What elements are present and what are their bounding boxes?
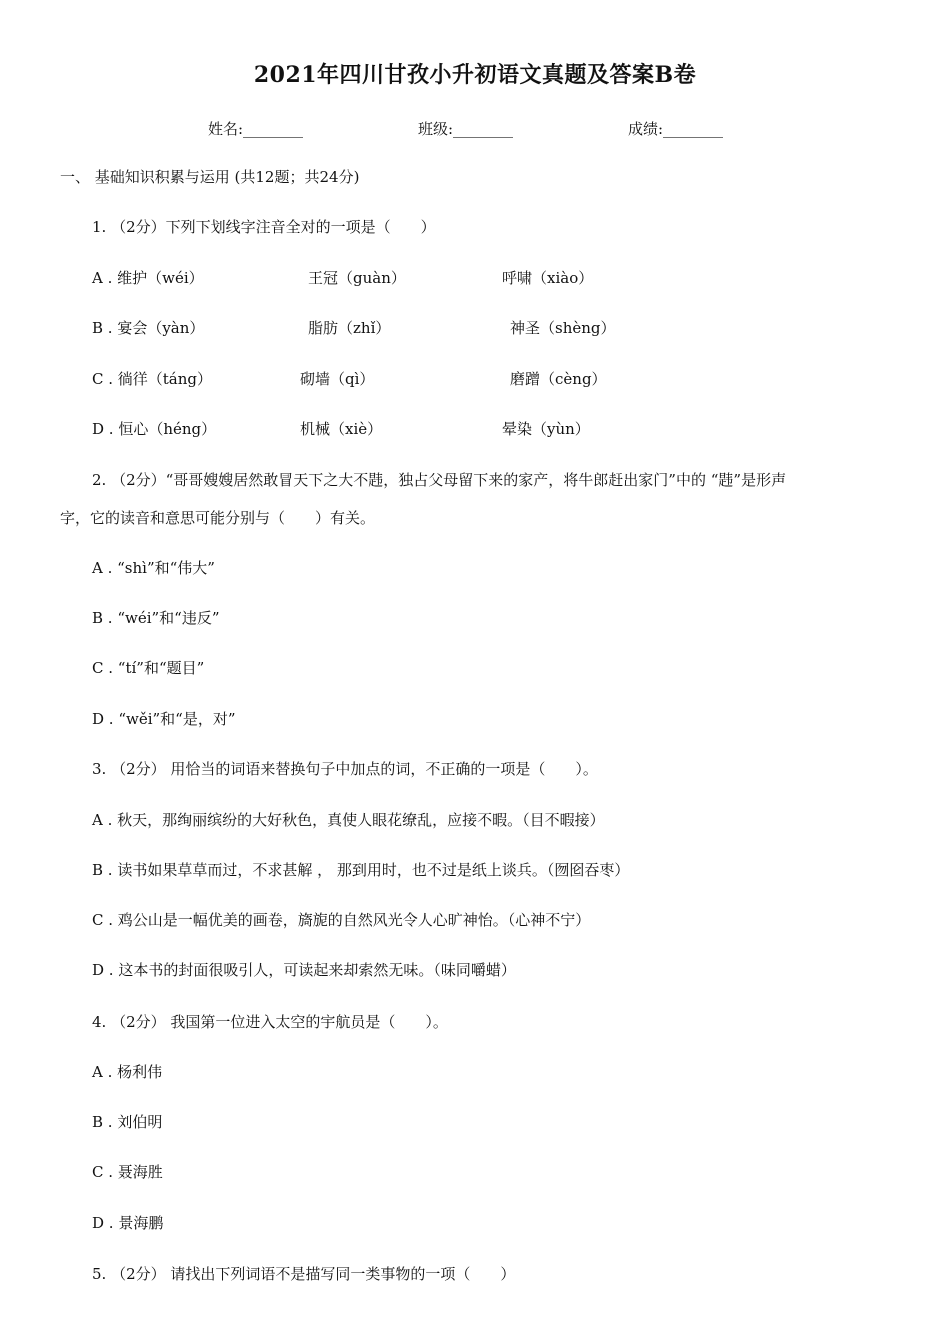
q1-option-d-2: 机械（xiè） — [300, 420, 383, 438]
q2-option-d: D . “wěi”和“是，对” — [92, 710, 236, 728]
q4-option-d: D . 景海鹏 — [92, 1214, 164, 1232]
question-5-stem: 5. （2分） 请找出下列词语不是描写同一类事物的一项（ ） — [92, 1265, 516, 1283]
q1-option-a-3: 呼啸（xiào） — [502, 269, 594, 287]
q3-option-b: B . 读书如果草草而过，不求甚解 ， 那到用时，也不过是纸上谈兵。（囫囵吞枣） — [92, 861, 630, 879]
q3-option-d: D . 这本书的封面很吸引人，可读起来却索然无味。（味同嚼蜡） — [92, 961, 516, 979]
q1-option-d-1: D . 恒心（héng） — [92, 420, 217, 438]
question-2-stem-line2: 字，它的读音和意思可能分别与（ ）有关。 — [60, 509, 376, 527]
question-1-stem: 1. （2分）下列下划线字注音全对的一项是（ ） — [92, 218, 436, 236]
q1-option-b-3: 神圣（shèng） — [510, 319, 616, 337]
q2-option-c: C . “tí”和“题目” — [92, 659, 205, 677]
question-4-stem: 4. （2分） 我国第一位进入太空的宇航员是（ ）。 — [92, 1013, 448, 1031]
q1-option-a-1: A . 维护（wéi） — [92, 269, 204, 287]
section-heading: 一、 基础知识积累与运用 (共12题；共24分) — [60, 168, 360, 186]
q1-option-c-3: 磨蹭（cèng） — [510, 370, 607, 388]
q1-option-b-1: B . 宴会（yàn） — [92, 319, 205, 337]
score-field: 成绩:________ — [628, 120, 724, 138]
q2-option-b: B . “wéi”和“违反” — [92, 609, 220, 627]
q4-option-c: C . 聂海胜 — [92, 1163, 163, 1181]
class-field: 班级:________ — [418, 120, 514, 138]
q4-option-a: A . 杨利伟 — [92, 1063, 163, 1081]
q2-option-a: A . “shì”和“伟大” — [92, 559, 215, 577]
q1-option-a-2: 王冠（guàn） — [308, 269, 406, 287]
q3-option-c: C . 鸡公山是一幅优美的画卷，旖旎的自然风光令人心旷神怡。（心神不宁） — [92, 911, 591, 929]
student-info-row — [0, 118, 950, 140]
name-field: 姓名:________ — [208, 120, 304, 138]
q1-option-b-2: 脂肪（zhǐ） — [308, 319, 391, 337]
q1-option-d-3: 晕染（yùn） — [502, 420, 590, 438]
question-3-stem: 3. （2分） 用恰当的词语来替换句子中加点的词，不正确的一项是（ ）。 — [92, 760, 598, 778]
q4-option-b: B . 刘伯明 — [92, 1113, 163, 1131]
q3-option-a: A . 秋天，那绚丽缤纷的大好秋色，真使人眼花缭乱，应接不暇。（目不暇接） — [92, 811, 605, 829]
question-2-stem-line1: 2. （2分）“哥哥嫂嫂居然敢冒天下之大不韪，独占父母留下来的家产，将牛郎赶出家门”中的 “韪”是形声 — [92, 471, 787, 489]
page-title: 2021年四川甘孜小升初语文真题及答案B卷 — [253, 62, 697, 88]
q1-option-c-2: 砌墙（qì） — [300, 370, 375, 388]
q1-option-c-1: C . 徜徉（táng） — [92, 370, 213, 388]
